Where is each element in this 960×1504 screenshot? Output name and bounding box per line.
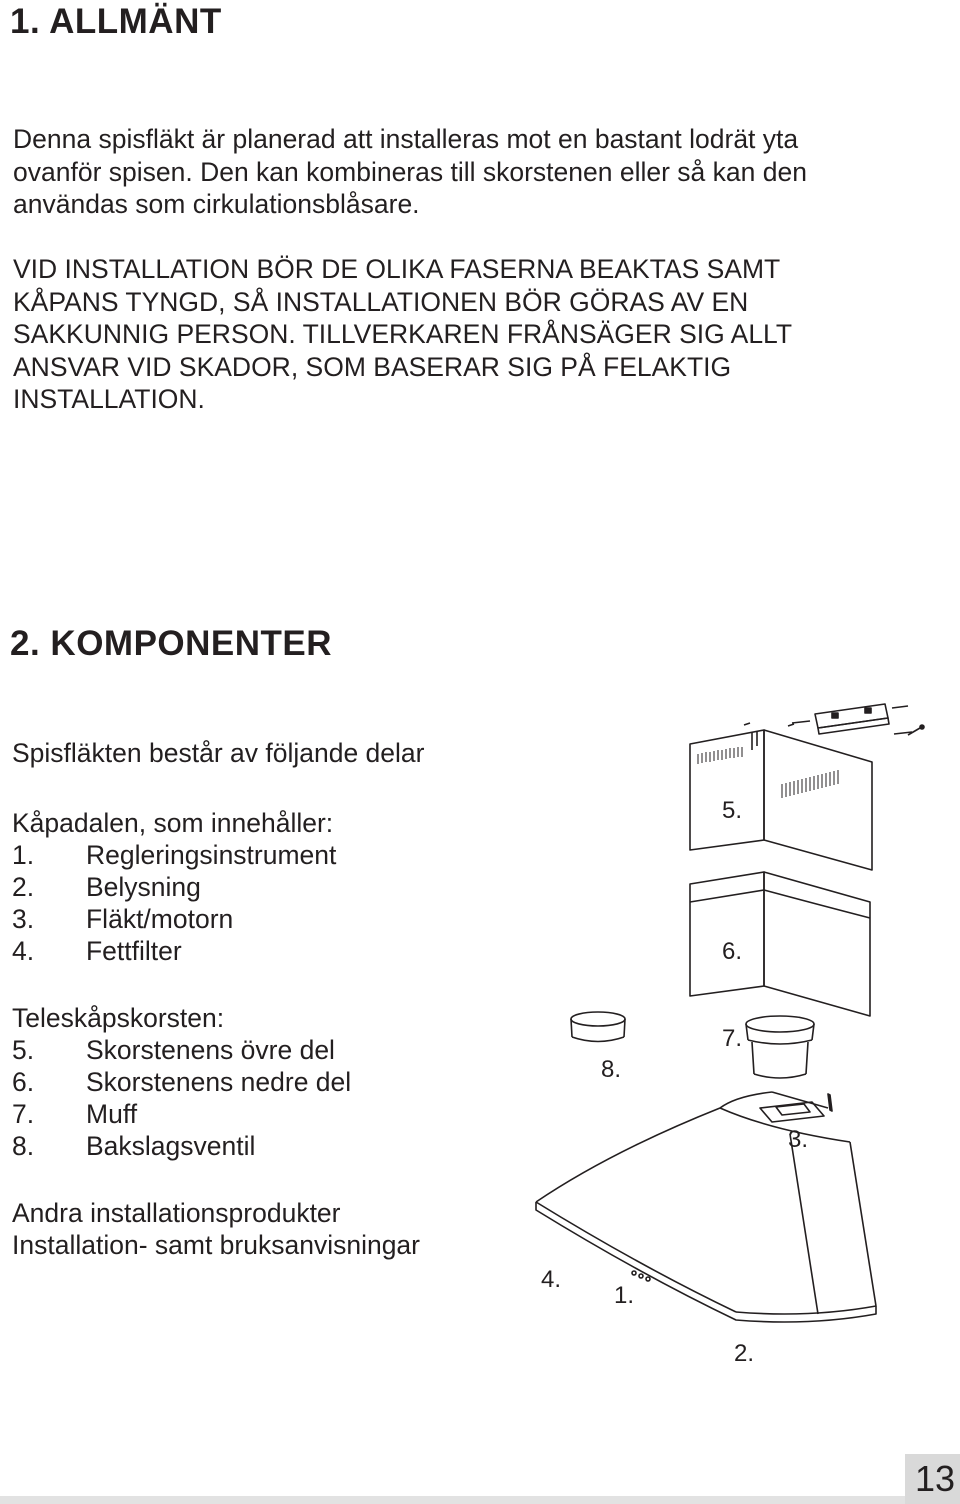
chimney-item-label: Skorstenens nedre del [86,1067,352,1097]
intro-line: användas som cirkulationsblåsare. [13,189,420,219]
chimney-item-number: 6. [12,1067,35,1097]
callout-1: 1. [614,1282,635,1309]
other-products-line: Andra installationsprodukter [12,1198,341,1228]
backdraft-valve [571,1012,625,1042]
section-2-heading: 2. KOMPONENTER [10,624,333,663]
warning-line: SAKKUNNIG PERSON. TILLVERKAREN FRÅNSÄGER SIG ALLT [13,319,793,349]
intro-paragraph [13,123,807,221]
chimney-title: Teleskåpskorsten: [12,1003,225,1033]
sleeve [746,1016,814,1078]
hood-item-label: Belysning [86,872,201,902]
components-intro: Spisfläkten består av följande delar [12,738,425,768]
page-footer-bar [0,1496,905,1504]
callout-2: 2. [734,1340,755,1367]
callout-4: 4. [541,1266,562,1293]
section-1-heading: 1. ALLMÄNT [10,2,222,41]
chimney-item-label: Skorstenens övre del [86,1035,335,1065]
hood-item-number: 4. [12,936,35,966]
hood-item-number: 2. [12,872,35,902]
other-products-line: Installation- samt bruksanvisningar [12,1230,420,1260]
callout-3: 3. [788,1126,809,1153]
intro-line: Denna spisfläkt är planerad att installeras mot en bastant lodrät yta [13,124,799,154]
hood-item-number: 3. [12,904,35,934]
callout-8: 8. [601,1056,622,1083]
hood-item-label: Regleringsinstrument [86,840,337,870]
page-number: 13 [915,1458,956,1499]
hood-item-label: Fettfilter [86,936,182,966]
callout-5: 5. [722,797,743,824]
wall-bracket [744,704,924,735]
hood-title: Kåpadalen, som innehåller: [12,808,334,838]
hood-item-number: 1. [12,840,35,870]
warning-paragraph [13,253,792,416]
callout-6: 6. [722,938,743,965]
intro-line: ovanför spisen. Den kan kombineras till skorstenen eller så kan den [13,156,807,187]
upper-chimney-vent-slots [698,747,838,798]
chimney-item-number: 8. [12,1131,35,1161]
chimney-item-number: 7. [12,1099,35,1129]
warning-line: ANSVAR VID SKADOR, SOM BASERAR SIG PÅ FELAKTIG [13,351,732,382]
hood-item-label: Fläkt/motorn [86,904,234,934]
upper-chimney [690,730,872,870]
warning-line: VID INSTALLATION BÖR DE OLIKA FASERNA BEAKTAS SAMT [13,254,781,284]
warning-line: KÅPANS TYNGD, SÅ INSTALLATIONEN BÖR GÖRAS AV EN [13,286,749,317]
chimney-item-number: 5. [12,1035,35,1065]
warning-line: INSTALLATION. [13,384,205,414]
callout-7: 7. [722,1025,743,1052]
chimney-item-label: Bakslagsventil [86,1131,256,1161]
hood-body [536,1092,876,1322]
lower-chimney [690,872,870,1016]
chimney-item-label: Muff [86,1099,138,1129]
